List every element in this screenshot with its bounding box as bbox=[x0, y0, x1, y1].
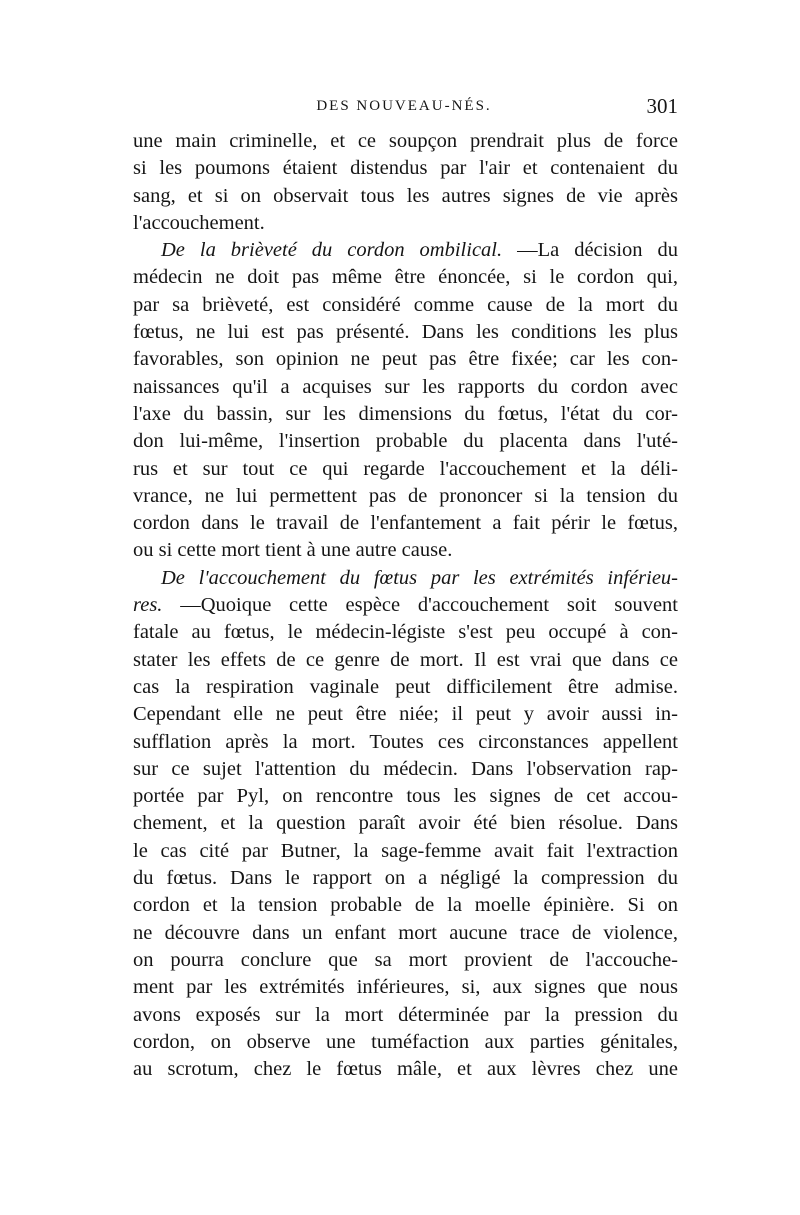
text-line: res. —Quoique cette espèce d'accouchement soit souvent bbox=[133, 594, 678, 617]
text-line: sufflation après la mort. Toutes ces circonstances appellent bbox=[133, 730, 678, 753]
page-number: 301 bbox=[646, 94, 678, 118]
text-line: sang, et si on observait tous les autres signes de vie après bbox=[133, 184, 678, 207]
text-line: cordon dans le travail de l'enfantement a fait périr le fœtus, bbox=[133, 512, 678, 535]
text-line: Cependant elle ne peut être niée; il peut y avoir aussi in- bbox=[133, 703, 678, 726]
page-header bbox=[130, 94, 678, 122]
text-line: fatale au fœtus, le médecin-légiste s'est peu occupé à con- bbox=[133, 621, 678, 644]
text-line: une main criminelle, et ce soupçon prendrait plus de force bbox=[133, 130, 678, 152]
text-line: cordon et la tension probable de la moelle épinière. Si on bbox=[133, 894, 678, 917]
text-line: l'axe du bassin, sur les dimensions du fœtus, l'état du cor- bbox=[133, 402, 678, 425]
text-line: on pourra conclure que sa mort provient de l'accouche- bbox=[133, 948, 678, 971]
text-line: favorables, son opinion ne peut pas être fixée; car les con- bbox=[133, 348, 678, 371]
text-line: au scrotum, chez le fœtus mâle, et aux lèvres chez une bbox=[133, 1058, 678, 1081]
section-heading-line bbox=[133, 565, 678, 592]
text-line: si les poumons étaient distendus par l'air et contenaient du bbox=[133, 157, 678, 180]
text-line: fœtus, ne lui est pas présenté. Dans les conditions les plus bbox=[133, 321, 678, 344]
section-heading: De la brièveté du cordon ombilical. bbox=[161, 239, 503, 262]
text-line: l'accouchement. bbox=[133, 211, 265, 234]
text-line: sur ce sujet l'attention du médecin. Dans l'observation rap- bbox=[133, 757, 678, 780]
text-line: naissances qu'il a acquises sur les rapports du cordon avec bbox=[133, 375, 678, 398]
text-line: médecin ne doit pas même être énoncée, si le cordon qui, bbox=[133, 266, 678, 289]
section-heading: De l'accouchement du fœtus par les extrémités inférieu- bbox=[161, 566, 678, 589]
text-line: vrance, ne lui permettent pas de prononcer si la tension du bbox=[133, 484, 678, 507]
section-heading-end: res. bbox=[133, 594, 163, 617]
text-line: portée par Pyl, on rencontre tous les signes de cet accou- bbox=[133, 785, 678, 808]
text-line: avons exposés sur la mort déterminée par la pression du bbox=[133, 1003, 678, 1026]
text-line: stater les effets de ce genre de mort. Il est vrai que dans ce bbox=[133, 648, 678, 671]
text-line: ou si cette mort tient à une autre cause. bbox=[133, 539, 453, 562]
text-line: du fœtus. Dans le rapport on a négligé la compression du bbox=[133, 867, 678, 890]
body-text bbox=[133, 128, 678, 1083]
text-line: ment par les extrémités inférieures, si, aux signes que nous bbox=[133, 976, 678, 999]
text-line: rus et sur tout ce qui regarde l'accouchement et la déli- bbox=[133, 457, 678, 480]
text-line: cordon, on observe une tuméfaction aux parties génitales, bbox=[133, 1030, 678, 1053]
text-line: le cas cité par Butner, la sage-femme avait fait l'extraction bbox=[133, 839, 678, 862]
section-heading-line: De la brièveté du cordon ombilical. —La décision du bbox=[161, 239, 678, 262]
text-line: cas la respiration vaginale peut difficilement être admise. bbox=[133, 675, 678, 698]
text-line: ne découvre dans un enfant mort aucune trace de violence, bbox=[133, 921, 678, 944]
text-line: chement, et la question paraît avoir été bien résolue. Dans bbox=[133, 812, 678, 835]
running-title: DES NOUVEAU-NÉS. bbox=[316, 98, 492, 114]
text-line: don lui-même, l'insertion probable du placenta dans l'uté- bbox=[133, 430, 678, 453]
text-line: par sa brièveté, est considéré comme cause de la mort du bbox=[133, 293, 678, 316]
